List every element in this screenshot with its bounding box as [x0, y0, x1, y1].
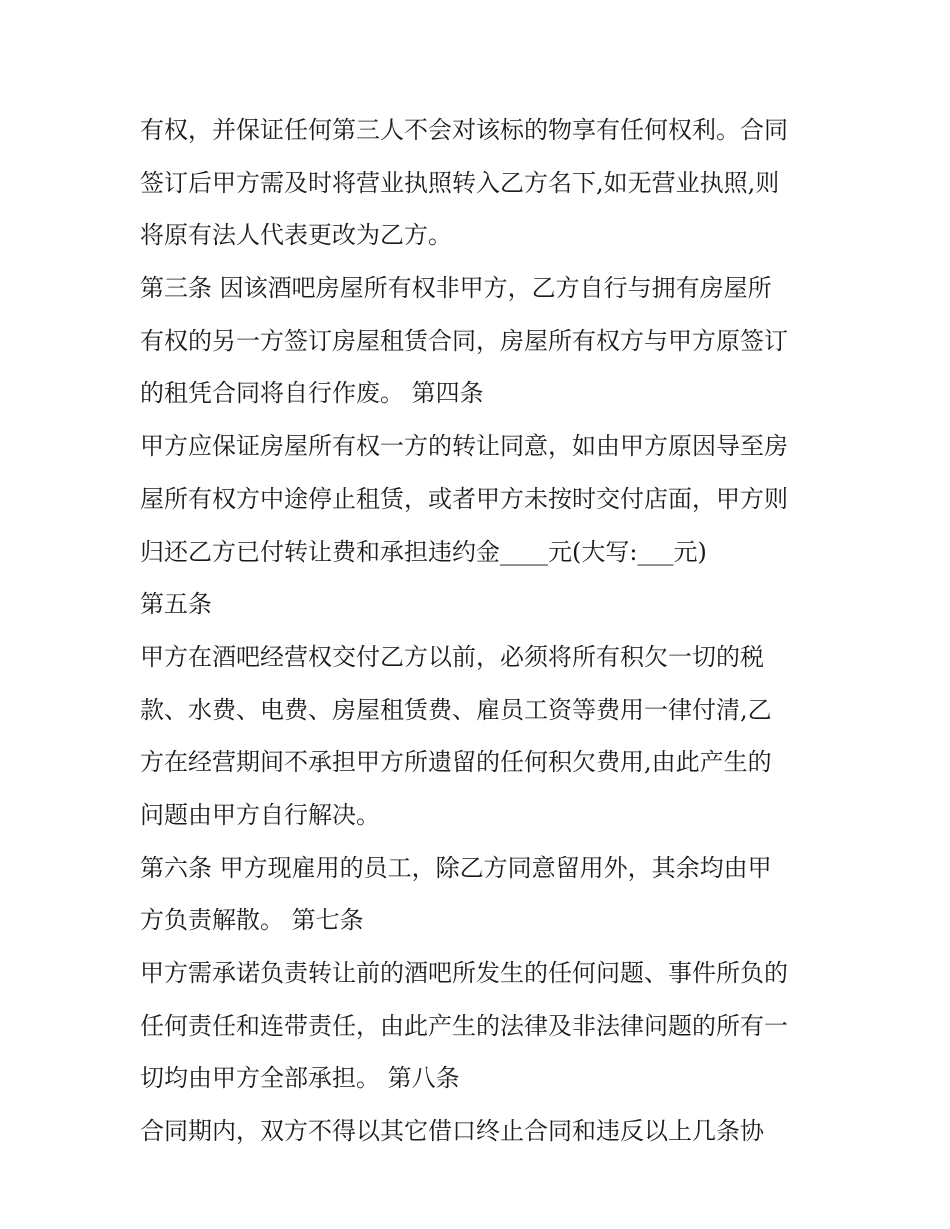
text-line: 甲方在酒吧经营权交付乙方以前，必须将所有积欠一切的税	[140, 642, 764, 671]
text-line: 切均由甲方全部承担。 第八条	[140, 1064, 460, 1093]
text-line: 合同期内，双方不得以其它借口终止合同和违反以上几条协	[140, 1117, 764, 1146]
text-line: 甲方应保证房屋所有权一方的转让同意，如由甲方原因导至房	[140, 432, 788, 461]
text-line: 第五条	[140, 590, 212, 619]
text-line: 甲方需承诺负责转让前的酒吧所发生的任何问题、事件所负的	[140, 959, 788, 987]
text-line: 方负责解散。 第七条	[140, 906, 364, 935]
text-line: 有权的另一方签订房屋租赁合同，房屋所有权方与甲方原签订	[140, 326, 788, 355]
text-line: 任何责任和连带责任，由此产生的法律及非法律问题的所有一	[140, 1011, 788, 1040]
text-line: 将原有法人代表更改为乙方。	[140, 221, 452, 250]
document-body	[140, 104, 820, 1158]
text-line: 屋所有权方中途停止租赁，或者甲方未按时交付店面，甲方则	[140, 484, 788, 513]
text-line: 签订后甲方需及时将营业执照转入乙方名下,如无营业执照,则	[140, 168, 780, 197]
text-line: 的租凭合同将自行作废。 第四条	[140, 379, 484, 408]
text-line: 第三条 因该酒吧房屋所有权非甲方，乙方自行与拥有房屋所	[140, 274, 772, 303]
text-line: 款、水费、电费、房屋租赁费、雇员工资等费用一律付清,乙	[140, 695, 772, 724]
text-line: 归还乙方已付转让费和承担违约金____元(大写:___元)	[140, 537, 707, 566]
text-line: 方在经营期间不承担甲方所遗留的任何积欠费用,由此产生的	[140, 748, 772, 777]
text-line: 问题由甲方自行解决。	[140, 800, 380, 829]
text-line: 第六条 甲方现雇用的员工，除乙方同意留用外，其余均由甲	[140, 853, 772, 882]
text-line: 有权，并保证任何第三人不会对该标的物享有任何权利。合同	[140, 116, 788, 144]
